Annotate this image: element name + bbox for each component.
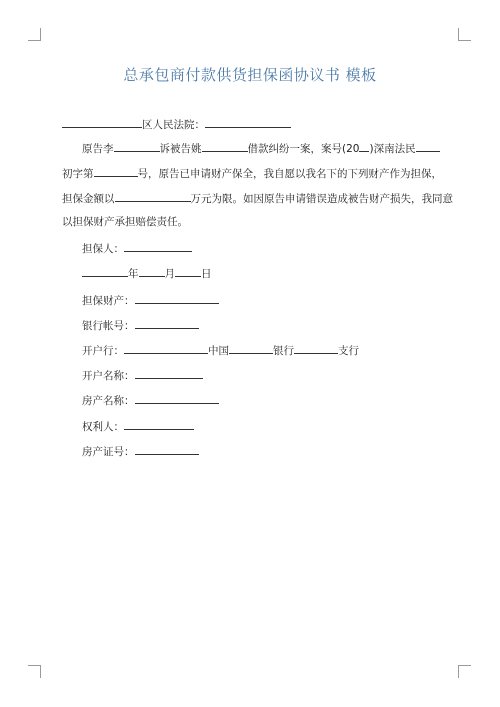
corner-mark-top-right	[458, 28, 471, 41]
para-line-4: 以担保财产承担赔偿责任。	[62, 216, 188, 228]
open-bank-line	[82, 342, 359, 358]
blank-case-tail[interactable]	[416, 140, 440, 152]
para-line-3	[62, 190, 453, 206]
account-name-label: 开户名称：	[82, 370, 135, 382]
guarantor-line	[82, 240, 192, 256]
court-label: 区人民法院：	[142, 119, 205, 131]
day-label: 日	[201, 268, 212, 280]
case-court-label: )深南法民	[369, 143, 416, 155]
blank-branch[interactable]	[294, 342, 338, 354]
blank-case-no[interactable]	[94, 165, 138, 177]
plaintiff-label: 原告李	[82, 143, 114, 155]
guarantor-label: 担保人：	[82, 243, 124, 255]
year-label: 年	[128, 268, 139, 280]
blank-guarantor[interactable]	[124, 240, 192, 252]
blank-assets[interactable]	[135, 292, 219, 304]
blank-year[interactable]	[82, 265, 128, 277]
blank-case-year[interactable]	[359, 140, 369, 152]
property-name-line	[82, 392, 219, 408]
blank-plaintiff[interactable]	[114, 140, 160, 152]
para-text-3: 万元为限。如因原告申请错误造成被告财产损失，我同意	[190, 193, 453, 205]
blank-bank-account[interactable]	[135, 317, 199, 329]
blank-open-bank[interactable]	[124, 342, 208, 354]
para-line-1	[82, 140, 440, 156]
owner-label: 权利人：	[82, 421, 124, 433]
para-line-2	[62, 165, 442, 181]
month-label: 月	[164, 268, 175, 280]
property-cert-line	[82, 443, 199, 459]
corner-mark-top-left	[28, 28, 41, 41]
assets-line	[82, 292, 219, 308]
open-bank-label: 开户行：	[82, 345, 124, 357]
blank-owner[interactable]	[124, 418, 194, 430]
assets-label: 担保财产：	[82, 295, 135, 307]
corner-mark-bottom-right	[458, 665, 471, 678]
blank-account-name[interactable]	[135, 367, 203, 379]
date-line	[82, 265, 212, 281]
account-name-line	[82, 367, 203, 383]
case-label: 借款纠纷一案，案号(20	[247, 143, 360, 155]
blank-property-cert[interactable]	[135, 443, 199, 455]
amount-label: 担保金额以	[62, 193, 115, 205]
china-label: 中国	[208, 345, 229, 357]
property-name-label: 房产名称：	[82, 395, 135, 407]
blank-property-name[interactable]	[135, 392, 219, 404]
corner-mark-bottom-left	[28, 665, 41, 678]
bank-account-line	[82, 317, 199, 333]
bank-label: 银行	[273, 345, 294, 357]
case-no-label: 初字第	[62, 168, 94, 180]
owner-line	[82, 418, 194, 434]
court-line	[62, 116, 291, 132]
blank-court[interactable]	[62, 116, 142, 128]
blank-day[interactable]	[175, 265, 201, 277]
property-cert-label: 房产证号：	[82, 446, 135, 458]
branch-label: 支行	[338, 345, 359, 357]
blank-month[interactable]	[139, 265, 165, 277]
defendant-label: 诉被告姚	[159, 143, 202, 155]
blank-amount[interactable]	[115, 190, 191, 202]
blank-court-2[interactable]	[205, 116, 291, 128]
blank-defendant[interactable]	[202, 140, 248, 152]
document-title: 总承包商付款供货担保函协议书 模板	[123, 66, 377, 84]
blank-bank-name[interactable]	[229, 342, 273, 354]
bank-account-label: 银行帐号：	[82, 320, 135, 332]
para-text-2: 号，原告已申请财产保全，我自愿以我名下的下列财产作为担保，	[137, 168, 442, 180]
